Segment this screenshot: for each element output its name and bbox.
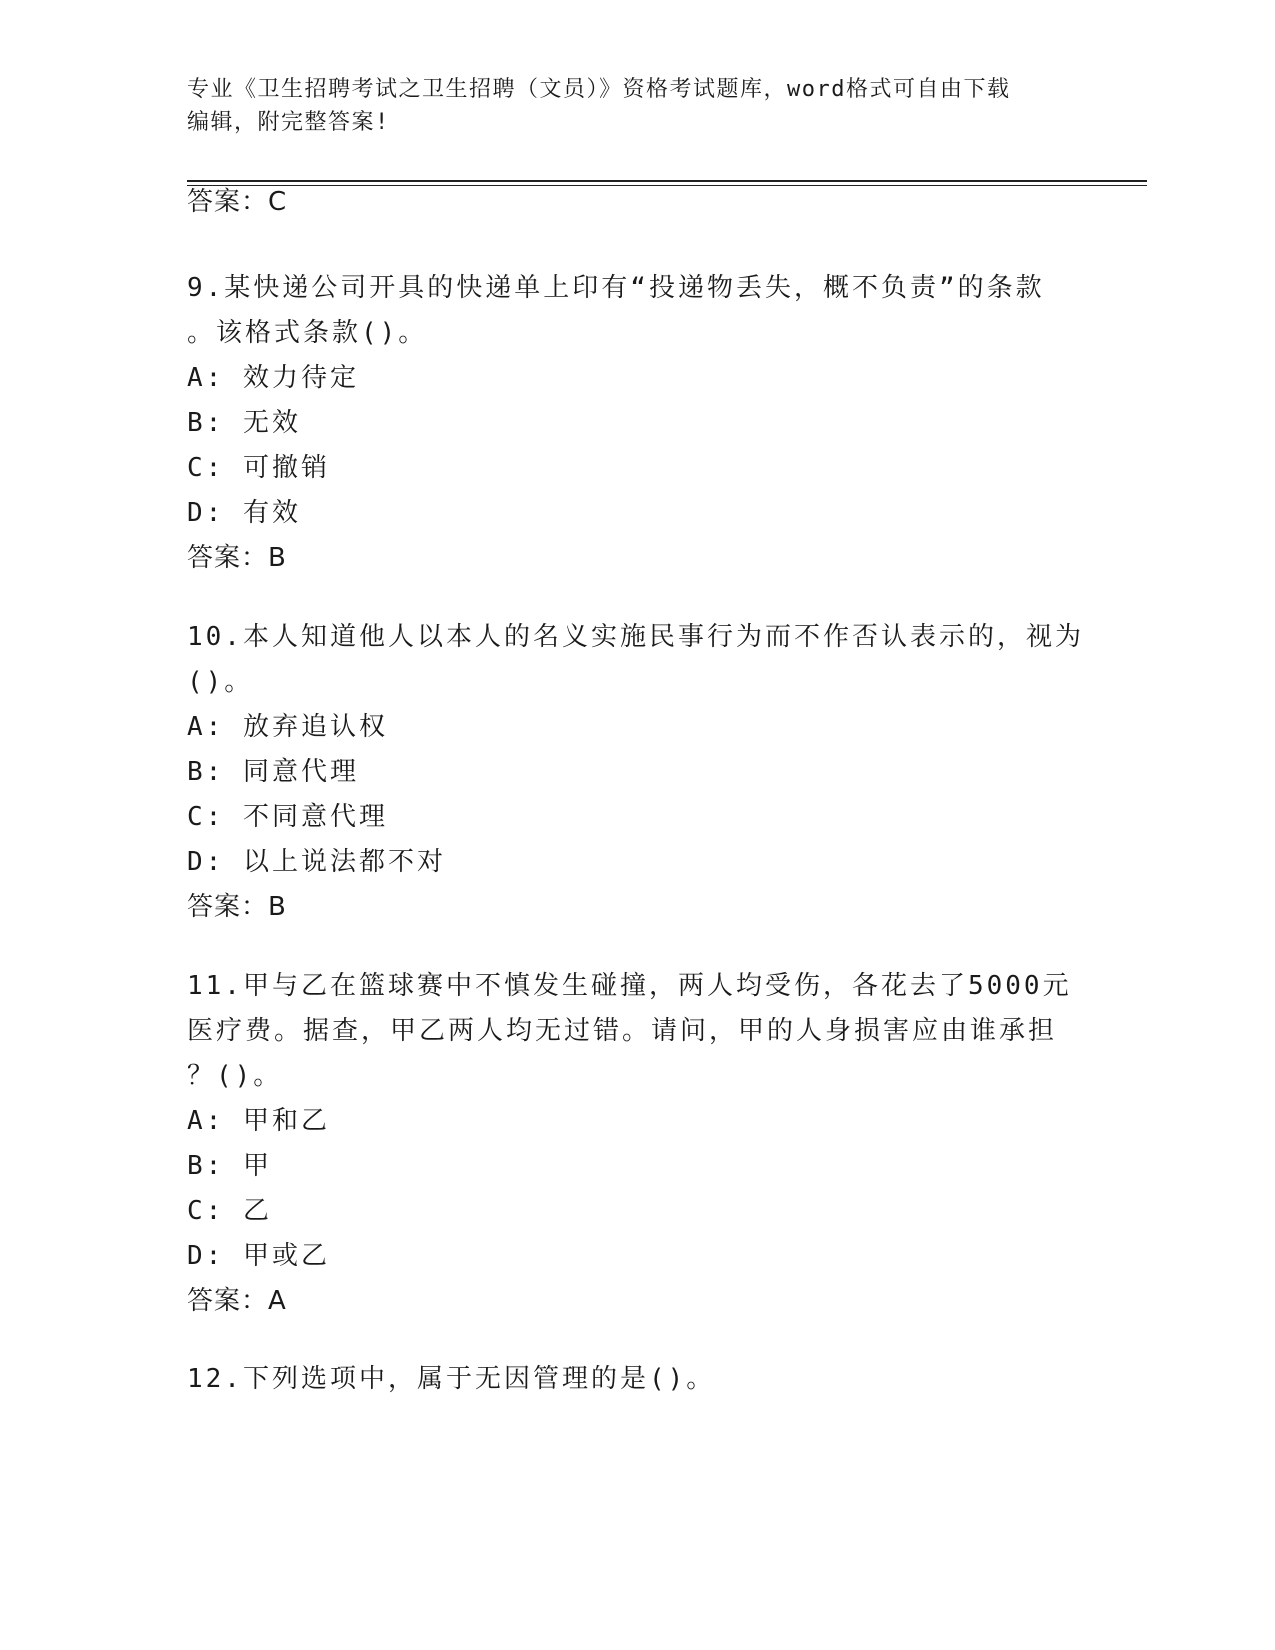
question-stem-line: ？()。 (187, 1061, 283, 1091)
option-a: A: 效力待定 (187, 363, 359, 393)
question-11 (187, 964, 1147, 1324)
answer-label: 答案：C (187, 187, 288, 217)
question-stem-line: 11.甲与乙在篮球赛中不慎发生碰撞，两人均受伤，各花去了5000元 (187, 971, 1072, 1001)
answer-label: 答案：B (187, 892, 287, 922)
prev-answer-block (187, 180, 1147, 225)
question-stem-line: 医疗费。据查，甲乙两人均无过错。请问，甲的人身损害应由谁承担 (187, 1016, 1058, 1046)
header-line-2: 编辑，附完整答案! (187, 110, 390, 135)
question-10 (187, 615, 1147, 930)
option-b: B: 甲 (187, 1151, 272, 1181)
option-d: D: 以上说法都不对 (187, 847, 446, 877)
question-9 (187, 266, 1147, 581)
option-a: A: 甲和乙 (187, 1106, 330, 1136)
answer-label: 答案：B (187, 543, 287, 573)
header-line-1: 专业《卫生招聘考试之卫生招聘（文员）》资格考试题库，word格式可自由下载 (187, 77, 1011, 102)
answer-label: 答案：A (187, 1286, 287, 1316)
question-stem-line: ()。 (187, 667, 254, 697)
question-stem-line: 10.本人知道他人以本人的名义实施民事行为而不作否认表示的，视为 (187, 622, 1084, 652)
option-b: B: 同意代理 (187, 757, 359, 787)
option-c: C: 乙 (187, 1196, 272, 1226)
question-stem-line: 。该格式条款()。 (187, 318, 428, 348)
option-c: C: 可撤销 (187, 453, 330, 483)
document-page (187, 0, 1147, 1650)
question-stem-line: 12.下列选项中，属于无因管理的是()。 (187, 1364, 716, 1394)
option-d: D: 有效 (187, 498, 301, 528)
document-header (187, 73, 1067, 139)
option-b: B: 无效 (187, 408, 301, 438)
question-12 (187, 1357, 1147, 1402)
option-d: D: 甲或乙 (187, 1241, 330, 1271)
option-a: A: 放弃追认权 (187, 712, 388, 742)
question-stem-line: 9.某快递公司开具的快递单上印有“投递物丢失，概不负责”的条款 (187, 273, 1045, 303)
option-c: C: 不同意代理 (187, 802, 388, 832)
